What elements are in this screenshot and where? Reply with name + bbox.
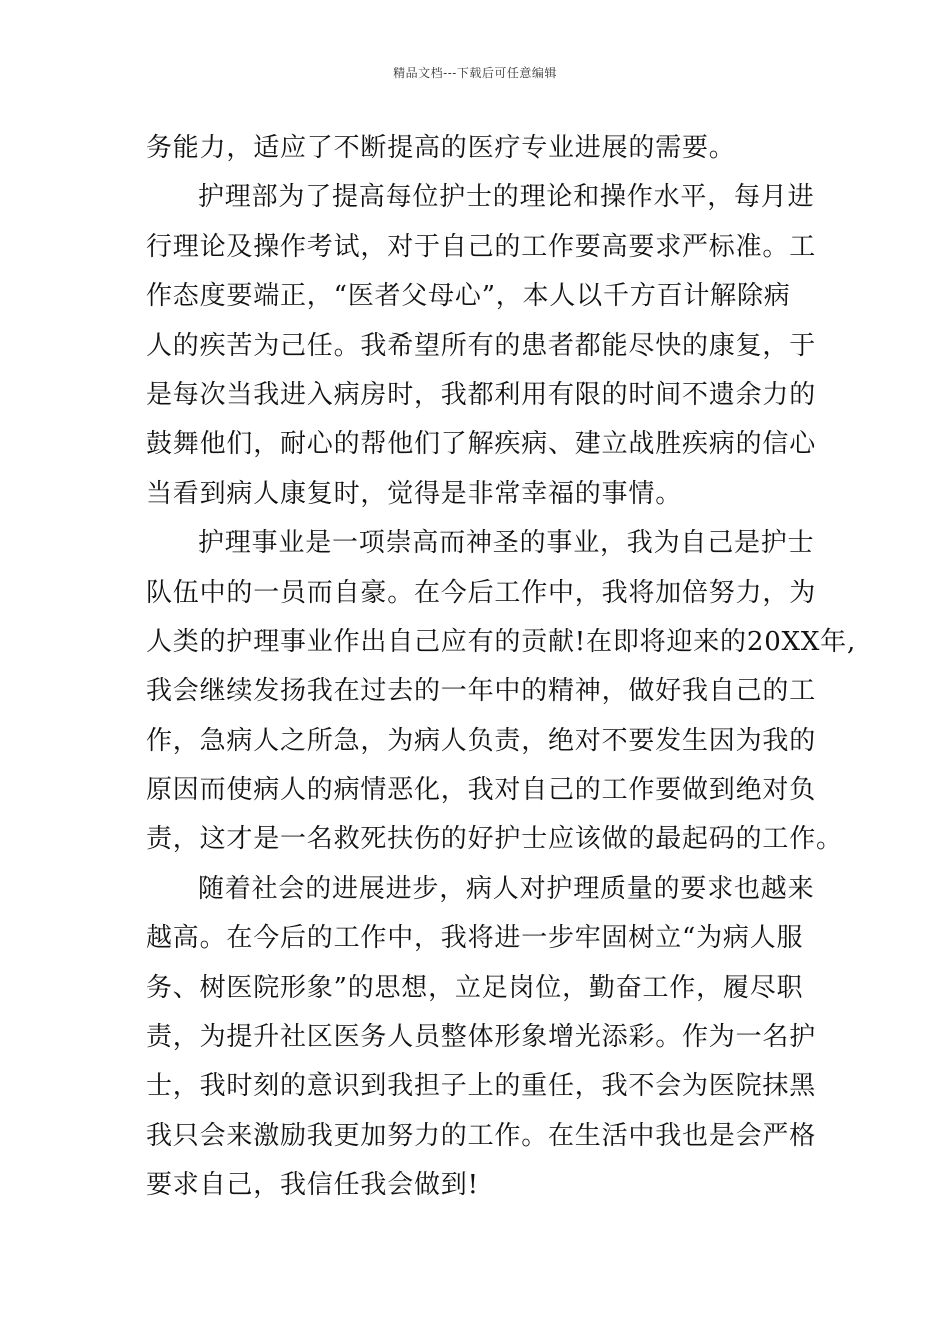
text-line: 护理部为了提高每位护士的理论和操作水平，每月进 (198, 182, 815, 213)
text-line: 队伍中的一员而自豪。在今后工作中，我将加倍努力，为 (146, 577, 817, 608)
text-line: 作，急病人之所急，为病人负责，绝对不要发生因为我的 (146, 725, 817, 756)
page-header: 精品文档---下载后可任意编辑 (393, 66, 557, 80)
text-line: 务能力，适应了不断提高的医疗专业进展的需要。 (146, 133, 736, 163)
text-line: 当看到病人康复时，觉得是非常幸福的事情。 (146, 478, 683, 509)
paragraph (146, 519, 857, 865)
paragraph (146, 173, 817, 519)
text-line: 人类的护理事业作出自己应有的贡献!在即将迎来的20XX年, (146, 626, 857, 657)
text-line: 鼓舞他们，耐心的帮他们了解疾病、建立战胜疾病的信心 (146, 429, 817, 460)
text-line: 务、树医院形象”的思想，立足岗位，勤奋工作，履尽职 (146, 972, 804, 1003)
text-line: 随着社会的进展进步，病人对护理质量的要求也越来 (198, 873, 815, 904)
text-line: 原因而使病人的病情恶化，我对自己的工作要做到绝对负 (146, 775, 817, 806)
paragraph (146, 124, 806, 173)
text-line: 我会继续发扬我在过去的一年中的精神，做好我自己的工 (146, 676, 817, 707)
text-line: 责，这才是一名救死扶伤的好护士应该做的最起码的工作。 (146, 824, 843, 855)
text-line: 作态度要端正，“医者父母心”，本人以千方百计解除病 (146, 281, 791, 312)
text-line: 士，我时刻的意识到我担子上的重任，我不会为医院抹黑 (146, 1071, 817, 1102)
text-line: 行理论及操作考试，对于自己的工作要高要求严标准。工 (146, 231, 817, 262)
text-line: 护理事业是一项崇高而神圣的事业，我为自己是护士 (198, 528, 815, 559)
text-line: 是每次当我进入病房时，我都利用有限的时间不遗余力的 (146, 379, 817, 410)
text-line: 人的疾苦为己任。我希望所有的患者都能尽快的康复，于 (146, 330, 817, 361)
text-line: 越高。在今后的工作中，我将进一步牢固树立“为病人服 (146, 923, 804, 954)
text-line: 我只会来激励我更加努力的工作。在生活中我也是会严格 (146, 1120, 817, 1151)
text-line: 要求自己，我信任我会做到! (146, 1170, 479, 1201)
paragraph (146, 865, 817, 1211)
text-line: 责，为提升社区医务人员整体形象增光添彩。作为一名护 (146, 1022, 817, 1053)
document-body (146, 124, 857, 1211)
